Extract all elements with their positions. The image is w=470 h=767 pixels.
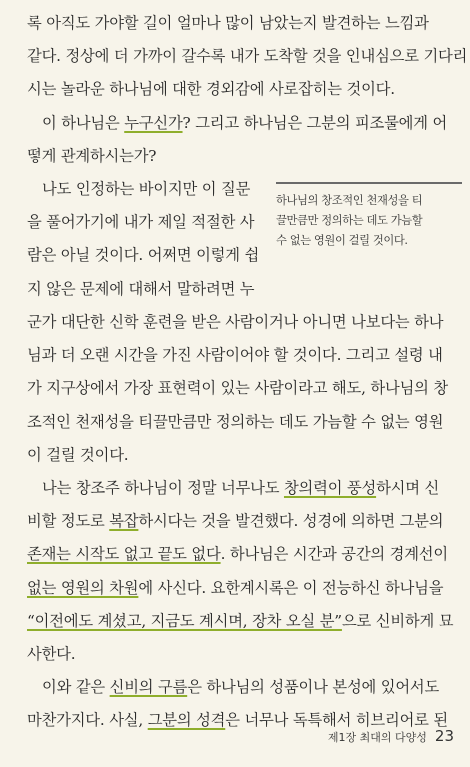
text-line: 님과 더 오랜 시간을 가진 사람이어야 할 것이다. 그리고 설령 내 <box>27 346 443 365</box>
underlined-phrase: 복잡 <box>109 512 139 531</box>
text-segment: 마찬가지다. 사실, <box>27 711 148 730</box>
underlined-phrase: 존재는 시작도 없고 끝도 없다 <box>27 545 221 564</box>
text-line: 조적인 천재성을 티끌만큼만 정의하는 데도 가늠할 수 없는 영원 <box>27 412 444 431</box>
text-line <box>27 505 453 538</box>
text-line: 가 지구상에서 가장 표현력이 있는 사람이라고 해도, 하나님의 창 <box>27 379 448 398</box>
paragraph-3-narrow <box>27 173 259 306</box>
text-line <box>27 605 453 638</box>
text-line <box>27 472 453 505</box>
underlined-phrase: 창의력이 풍성 <box>283 479 377 497</box>
text-segment: 이와 같은 <box>42 678 110 696</box>
text-line: 을 풀어가기에 내가 제일 적절한 사 <box>27 213 255 232</box>
text-line <box>27 538 453 571</box>
text-line: 시는 놀라운 하나님에 대한 경외감에 사로잡히는 것이다. <box>27 80 395 99</box>
underlined-phrase: 신비의 구름 <box>109 678 188 696</box>
paragraph-3-wide <box>27 306 448 472</box>
text-line <box>27 107 447 140</box>
underlined-phrase: 그분의 성격 <box>147 711 226 730</box>
text-line: 군가 대단한 신학 훈련을 받은 사람이거나 아니면 나보다는 하나 <box>27 313 444 331</box>
text-line <box>27 638 453 671</box>
text-segment: 은 하나님의 성품이나 본성에 있어서도 <box>187 678 440 696</box>
text-line: 이 걸릴 것이다. <box>27 445 129 464</box>
text-segment: 으로 신비하게 묘 <box>341 611 454 630</box>
text-segment: 비할 정도로 <box>27 512 110 531</box>
text-line: 람은 아닐 것이다. 어쩌면 이렇게 쉽 <box>27 246 260 265</box>
underlined-phrase: 없는 영원의 차원 <box>27 578 139 597</box>
paragraph-4 <box>27 472 453 671</box>
text-line <box>27 572 453 605</box>
text-line <box>27 140 447 173</box>
page-footer <box>328 727 454 745</box>
pull-quote <box>276 182 462 251</box>
text-segment: . 하나님은 시간과 공간의 경계선이 <box>220 545 448 564</box>
text-segment: 은 너무나 독특해서 히브리어로 된 <box>225 711 448 730</box>
underlined-phrase: “이전에도 계셨고, 지금도 계시며, 장차 오실 분” <box>27 611 342 630</box>
pull-quote-line: 끌만큼만 정의하는 데도 가늠할 <box>276 214 423 227</box>
text-line <box>27 671 448 704</box>
text-segment: 떻게 관계하시는가? <box>27 147 157 166</box>
text-line: 나도 인정하는 바이지만 이 질문 <box>42 180 251 198</box>
pull-quote-line: 하나님의 창조적인 천재성을 티 <box>276 194 423 207</box>
text-segment: 하시며 신 <box>376 479 440 497</box>
underlined-phrase: 누구신가 <box>124 114 183 132</box>
text-line: 록 아직도 가야할 길이 얼마나 많이 남았는지 발견하는 느낌과 <box>27 14 429 32</box>
paragraph-2 <box>27 107 447 173</box>
text-segment: 나는 창조주 하나님이 정말 너무나도 <box>42 479 284 497</box>
text-segment: 하시다는 것을 발견했다. 성경에 의하면 그분의 <box>138 512 444 531</box>
page-number: 23 <box>434 727 454 745</box>
text-segment: 사한다. <box>27 644 76 663</box>
text-segment: 이 하나님은 <box>42 114 125 132</box>
text-line: 같다. 정상에 더 가까이 갈수록 내가 도착할 것을 인내심으로 기다리 <box>27 47 468 66</box>
chapter-title: 제1장 최대의 다양성 <box>327 731 427 744</box>
paragraph-1 <box>27 7 467 107</box>
pull-quote-line: 수 없는 영원이 걸릴 것이다. <box>276 234 408 247</box>
text-segment: ? 그리고 하나님은 그분의 피조물에게 어 <box>182 114 448 132</box>
text-segment: 에 사신다. 요한계시록은 이 전능하신 하나님을 <box>138 578 444 597</box>
text-line: 지 않은 문제에 대해서 말하려면 누 <box>27 279 255 298</box>
